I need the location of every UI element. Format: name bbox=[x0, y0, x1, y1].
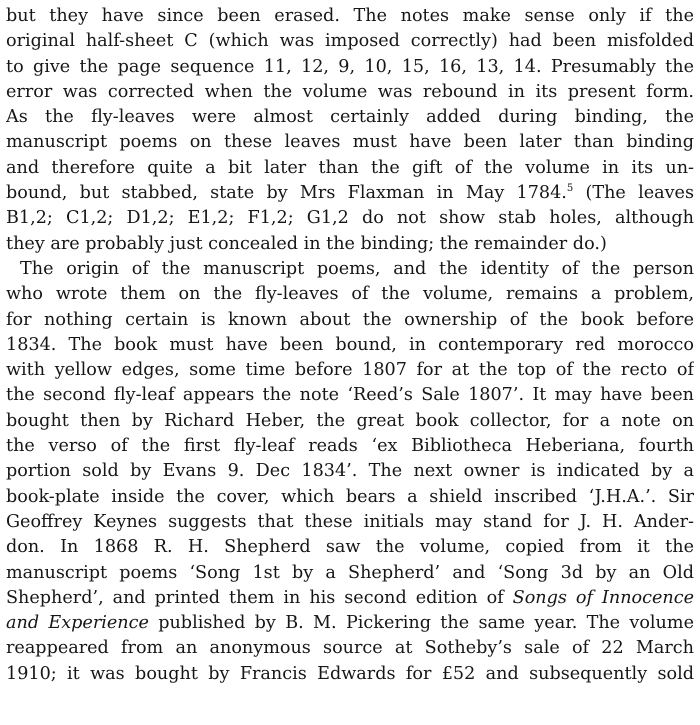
text-line: As the fly-leaves were almost certainly added during binding, the bbox=[6, 107, 694, 128]
footnote-marker: 5 bbox=[566, 183, 574, 195]
text-line: manuscript poems ‘Song 1st by a Shepherd’ and ‘Song 3d by an Old bbox=[6, 562, 694, 583]
text-line: the second fly-leaf appears the note ‘Reed’s Sale 1807’. It may have been bbox=[6, 385, 694, 406]
book-title-part: Songs of Innocence bbox=[512, 587, 694, 608]
text-line: bought then by Richard Heber, the great book collector, for a note on bbox=[6, 410, 694, 431]
text-line bbox=[6, 181, 694, 206]
text-line: to give the page sequence 11, 12, 9, 10, 15, 16, 13, 14. Presumably the bbox=[6, 56, 694, 77]
text-line: they are probably just concealed in the binding; the remainder do.) bbox=[6, 233, 607, 254]
text-line: but they have since been erased. The notes make sense only if the bbox=[6, 6, 694, 26]
text-line: 1910; it was bought by Francis Edwards for £52 and subsequently sold bbox=[6, 663, 694, 684]
book-title-part: and Experience bbox=[6, 613, 149, 634]
text-line: with yellow edges, some time before 1807 for at the top of the recto of bbox=[6, 360, 694, 381]
line-segment: Shepherd’, and printed them in his second edition of bbox=[6, 587, 513, 608]
text-line: Geoffrey Keynes suggests that these initials may stand for J. H. Ander- bbox=[6, 511, 694, 532]
text-line: error was corrected when the volume was rebound in its present form. bbox=[6, 81, 694, 102]
text-line: portion sold by Evans 9. Dec 1834’. The next owner is indicated by a bbox=[6, 461, 694, 482]
text-line: The origin of the manuscript poems, and the identity of the person bbox=[20, 258, 694, 279]
text-line: original half-sheet C (which was imposed correctly) had been misfolded bbox=[6, 31, 694, 52]
line-segment: (The leaves bbox=[573, 183, 694, 204]
text-line bbox=[6, 586, 694, 611]
text-line: manuscript poems on these leaves must have been later than binding bbox=[6, 132, 694, 153]
text-line: who wrote them on the fly-leaves of the volume, remains a problem, bbox=[6, 284, 694, 305]
line-segment: published by B. M. Pickering the same year. The volume bbox=[148, 613, 694, 634]
text-line: the verso of the first fly-leaf reads ‘ex Bibliotheca Heberiana, fourth bbox=[6, 436, 694, 457]
paragraph-provenance bbox=[6, 257, 694, 687]
text-line: 1834. The book must have been bound, in contemporary red morocco bbox=[6, 334, 694, 355]
paragraph-binding-notes bbox=[6, 4, 694, 257]
text-line: don. In 1868 R. H. Shepherd saw the volume, copied from it the bbox=[6, 537, 694, 558]
text-line bbox=[6, 611, 694, 636]
text-line: reappeared from an anonymous source at Sotheby’s sale of 22 March bbox=[6, 638, 694, 659]
text-line: book-plate inside the cover, which bears a shield inscribed ‘J.H.A.’. Sir bbox=[6, 486, 694, 507]
text-line: B1,2; C1,2; D1,2; E1,2; F1,2; G1,2 do not show stab holes, although bbox=[6, 208, 694, 229]
line-segment: bound, but stabbed, state by Mrs Flaxman in May 1784. bbox=[6, 183, 567, 204]
text-line: for nothing certain is known about the ownership of the book before bbox=[6, 309, 694, 330]
text-line: and therefore quite a bit later than the gift of the volume in its un- bbox=[6, 157, 694, 178]
